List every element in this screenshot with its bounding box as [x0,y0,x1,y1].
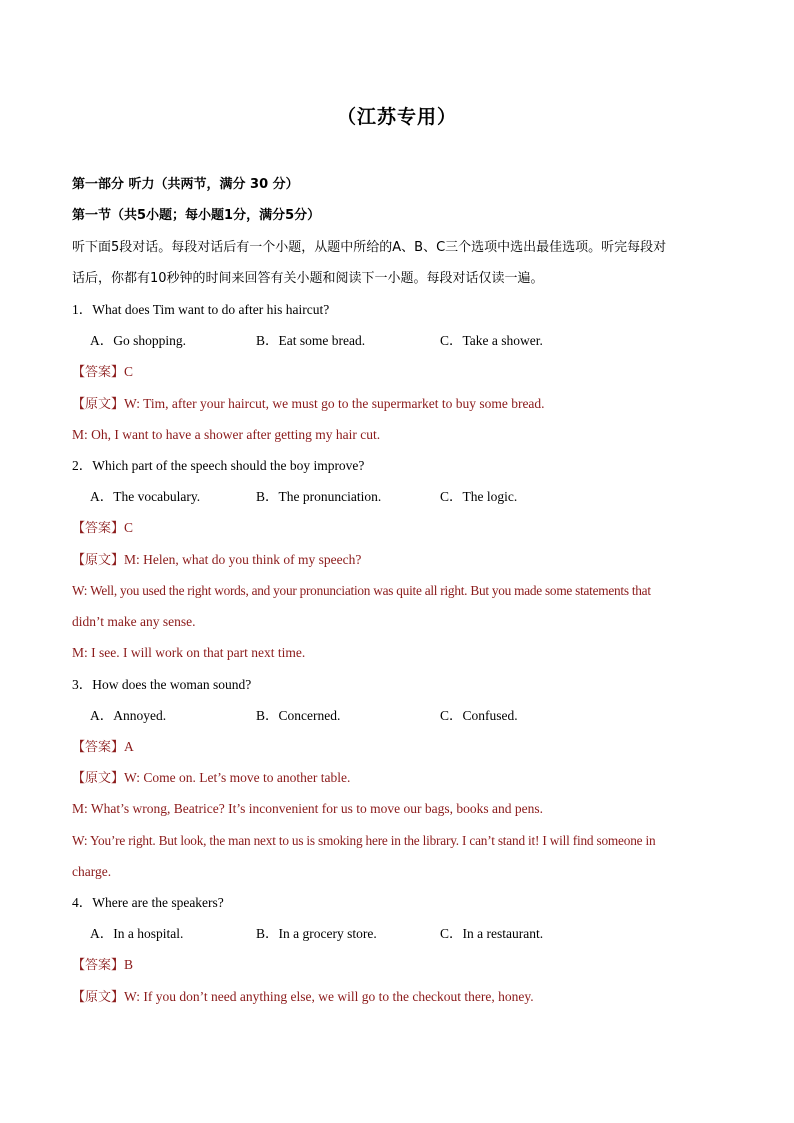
question-3-transcript-line-2: M: What’s wrong, Beatrice? It’s inconvenient for us to move our bags, books and pens. [72,801,544,816]
answer-label: 【答案】 [72,521,125,536]
question-2-option-a: A．The vocabulary. [90,489,201,504]
transcript-text: W: If you don’t need anything else, we will go to the checkout there, honey. [124,989,534,1004]
question-2-transcript-line-3: didn’t make any sense. [72,614,196,629]
question-2-option-b: B．The pronunciation. [256,489,382,504]
question-1-transcript-line-1 [72,395,545,414]
answer-label: 【答案】 [72,740,125,755]
question-1-transcript-line-2: M: Oh, I want to have a shower after getting my hair cut. [72,427,381,442]
answer-value: C [124,520,134,535]
question-4-transcript-line-1 [72,988,534,1007]
question-2-answer [72,519,133,538]
instructions-line-1: 听下面5段对话。每段对话后有一个小题，从题中所给的A、B、C三个选项中选出最佳选项。听完每段对 [72,240,667,255]
question-1-option-a: A．Go shopping. [90,333,187,348]
answer-value: C [124,364,134,379]
question-2-option-c: C．The logic. [440,489,518,504]
instructions-line-2: 话后，你都有10秒钟的时间来回答有关小题和阅读下一小题。每段对话仅读一遍。 [72,271,544,286]
question-3-transcript-line-3: W: You’re right. But look, the man next to us is smoking here in the library. I can’t stand it! I will find someone in [72,833,656,848]
question-4-option-a: A．In a hospital. [90,926,184,941]
question-3-answer [72,738,134,757]
section-heading: 第一节（共5小题；每小题1分，满分5分） [72,208,321,223]
question-4-stem: 4．Where are the speakers? [72,895,224,910]
question-3-option-c: C．Confused. [440,708,518,723]
answer-value: B [124,957,134,972]
question-3-transcript-line-4: charge. [72,864,112,879]
question-3-stem: 3．How does the woman sound? [72,677,252,692]
question-2-transcript-line-4: M: I see. I will work on that part next time. [72,645,306,660]
answer-label: 【答案】 [72,958,125,973]
transcript-label: 【原文】 [72,397,125,412]
transcript-label: 【原文】 [72,553,125,568]
transcript-label: 【原文】 [72,771,125,786]
transcript-text: W: Tim, after your haircut, we must go to the supermarket to buy some bread. [124,396,545,411]
page-title: （江苏专用） [336,106,457,128]
question-2-transcript-line-2: W: Well, you used the right words, and your pronunciation was quite all right. But you made some statements that [72,583,651,598]
question-4-answer [72,956,133,975]
question-1-answer [72,363,133,382]
transcript-text: M: Helen, what do you think of my speech? [124,552,362,567]
transcript-text: W: Come on. Let’s move to another table. [124,770,351,785]
question-1-option-c: C．Take a shower. [440,333,543,348]
question-1-option-b: B．Eat some bread. [256,333,366,348]
question-4-option-b: B．In a grocery store. [256,926,377,941]
question-3-option-a: A．Annoyed. [90,708,167,723]
answer-value: A [124,739,134,754]
question-3-transcript-line-1 [72,769,350,788]
question-4-option-c: C．In a restaurant. [440,926,544,941]
question-2-stem: 2．Which part of the speech should the boy improve? [72,458,365,473]
answer-label: 【答案】 [72,365,125,380]
question-1-stem: 1．What does Tim want to do after his haircut? [72,302,330,317]
question-3-option-b: B．Concerned. [256,708,341,723]
question-2-transcript-line-1 [72,551,361,570]
part-heading: 第一部分 听力（共两节，满分 30 分） [72,177,299,192]
transcript-label: 【原文】 [72,990,125,1005]
